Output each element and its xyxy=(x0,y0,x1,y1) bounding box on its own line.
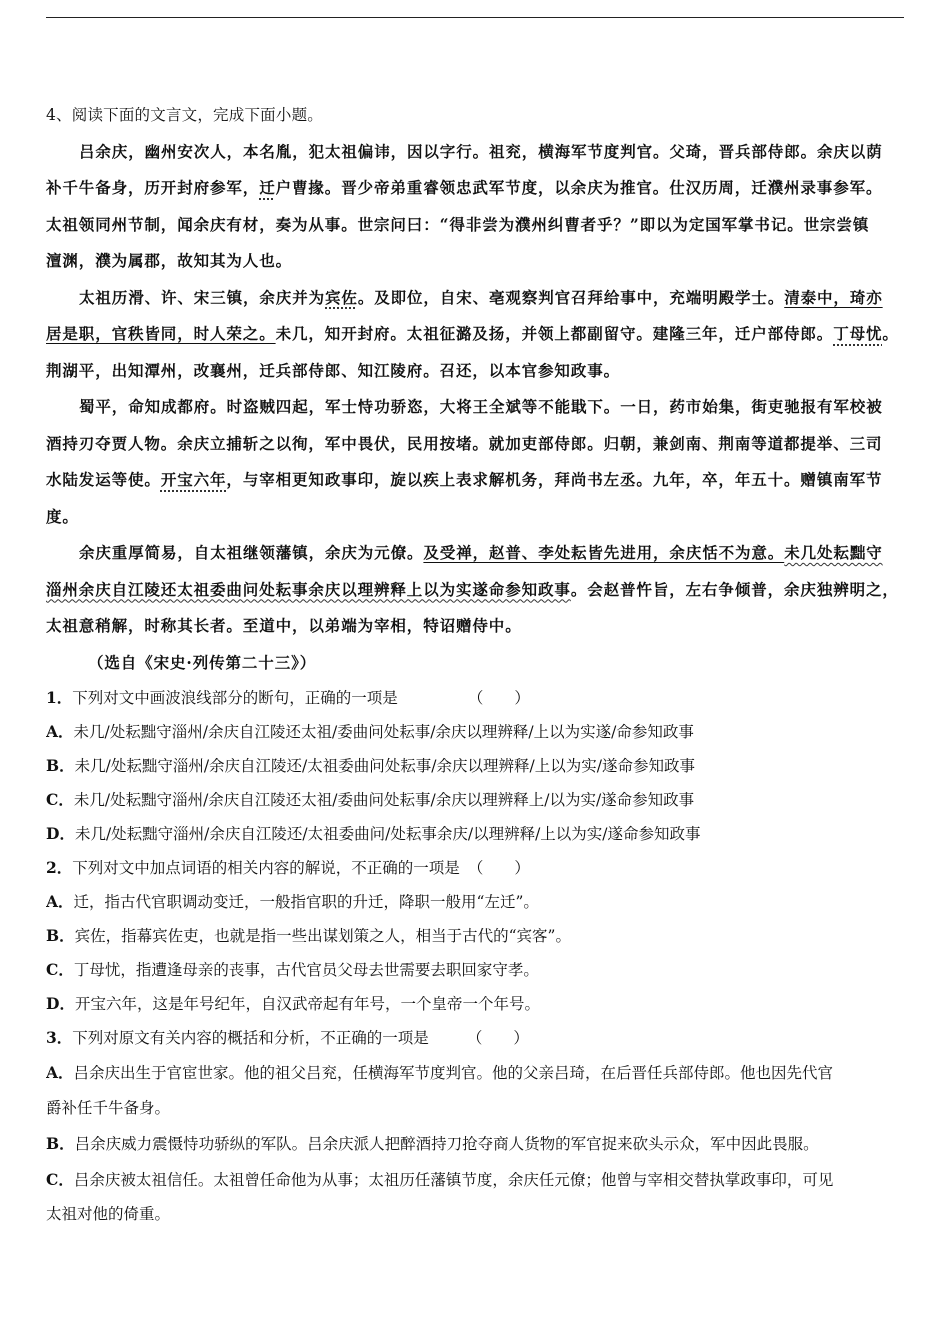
text-span: 。 xyxy=(882,324,899,343)
option-label: B． xyxy=(46,1134,75,1153)
wavy-underlined-text: 淄州余庆自江陵还太祖委曲问处耘事余庆以理辨释上以为实遂命参知政事 xyxy=(46,579,571,599)
question-2 xyxy=(46,851,906,1021)
question-text: 下列对原文有关内容的概括和分析，不正确的一项是 xyxy=(72,1029,429,1047)
text-span: 户曹掾。晋少帝弟重睿领忠武军节度，以余庆为推官。仕汉历周，迁濮州录事参军。 xyxy=(275,178,883,197)
question-stem xyxy=(46,681,906,715)
underlined-sentence: 清泰中，琦亦 xyxy=(784,287,883,307)
passage-line xyxy=(46,280,906,317)
document-body xyxy=(46,98,906,1233)
question-number: 2． xyxy=(46,858,73,877)
passage-source: （选自《宋史·列传第二十三》） xyxy=(88,652,317,672)
text-span: 未几，知开封府。太祖征潞及扬，并领上都副留守。建隆三年，迁户部侍郎。 xyxy=(275,324,834,343)
option-a xyxy=(46,715,906,749)
passage-line xyxy=(46,170,906,207)
option-text: 吕余庆出生于官宦世家。他的祖父吕兖，任横海军节度判官。他的父亲吕琦，在后晋任兵部侍郎。他也因先代官 xyxy=(73,1064,834,1082)
passage-line xyxy=(46,535,906,572)
dotted-term-dingmuyou: 丁母忧 xyxy=(833,324,883,343)
dotted-term-qian: 迁 xyxy=(259,178,276,197)
passage-line: 荆湖平，出知潭州，改襄州，迁兵部侍郎、知江陵府。召还，以本官参知政事。 xyxy=(46,360,621,380)
option-c xyxy=(46,1162,906,1198)
option-d xyxy=(46,987,906,1021)
question-1 xyxy=(46,681,906,851)
option-d xyxy=(46,817,906,851)
answer-blank: （ ） xyxy=(467,689,530,707)
text-span: 。及即位，自宋、亳观察判官召拜给事中，充端明殿学士。 xyxy=(357,287,785,307)
text-span: ，与宰相更知政事印，旋以疾上表求解机务，拜尚书左丞。九年，卒，年五十。赠镇南军节 xyxy=(226,470,883,489)
option-label: A． xyxy=(46,1063,74,1082)
passage-line: 度。 xyxy=(46,506,79,526)
option-text: 吕余庆被太祖信任。太祖曾任命他为从事；太祖历任藩镇节度，余庆任元僚；他曾与宰相交替执掌政事印，可见 xyxy=(73,1170,834,1189)
option-label: A． xyxy=(46,722,74,741)
question-stem xyxy=(46,851,906,885)
answer-blank: （ ） xyxy=(467,859,530,877)
option-label: D． xyxy=(46,994,75,1013)
dotted-term-binzuo: 宾佐 xyxy=(325,287,358,307)
text-span: 水陆发运等使。 xyxy=(46,470,161,489)
text-span: 补千牛备身，历开封府参军， xyxy=(46,178,260,197)
option-label: D． xyxy=(46,824,75,843)
text-span: 太祖历滑、许、宋三镇，余庆并为 xyxy=(79,287,326,307)
text-span: 。会赵普忤旨，左右争倾普，余庆独辨明之， xyxy=(570,579,899,599)
wavy-underlined-text: 未几处耘黜守 xyxy=(784,543,883,562)
option-text: 吕余庆威力震慑恃功骄纵的军队。吕余庆派人把醉酒持刀抢夺商人货物的军官捉来砍头示众，军中因此畏服。 xyxy=(74,1135,819,1153)
question-text: 下列对文中加点词语的相关内容的解说，不正确的一项是 xyxy=(72,859,460,877)
passage-line: 蜀平，命知成都府。时盗贼四起，军士恃功骄恣，大将王全斌等不能戢下。一日，药市始集，街吏驰报有军校被 xyxy=(79,397,883,416)
option-label: C． xyxy=(46,1169,74,1189)
option-text: 宾佐，指幕宾佐吏，也就是指一些出谋划策之人，相当于古代的“宾客”。 xyxy=(74,927,571,945)
question-number: 1． xyxy=(46,688,73,707)
option-a-continued: 爵补任千牛备身。 xyxy=(46,1098,171,1117)
option-label: C． xyxy=(46,790,74,809)
question-3 xyxy=(46,1021,906,1233)
option-text: 未几/处耘黜守淄州/余庆自江陵还/太祖委曲问处耘事/余庆以理辨释/上以为实/遂命参知政事 xyxy=(74,757,695,775)
option-a xyxy=(46,1055,906,1091)
option-text: 未几/处耘黜守淄州/余庆自江陵还太祖/委曲问处耘事/余庆以理辨释/上以为实遂/命参知政事 xyxy=(73,723,694,741)
option-b xyxy=(46,919,906,953)
option-text: 未几/处耘黜守淄州/余庆自江陵还/太祖委曲问/处耘事余庆/以理辨释/上以为实/遂命参知政事 xyxy=(74,825,701,843)
underlined-sentence: 及受禅，赵普、李处耘皆先进用，余庆恬不为意。 xyxy=(423,543,785,562)
dotted-term-kaibao: 开宝六年 xyxy=(160,470,227,489)
text-span: 余庆重厚简易，自太祖继领藩镇，余庆为元僚。 xyxy=(79,543,424,562)
option-text: 未几/处耘黜守淄州/余庆自江陵还太祖/委曲问处耘事/余庆以理辨释上/以为实/遂命参知政事 xyxy=(73,791,695,809)
option-label: C． xyxy=(46,960,74,979)
option-b xyxy=(46,1126,906,1162)
answer-blank: （ ） xyxy=(466,1029,529,1047)
option-c-continued: 太祖对他的倚重。 xyxy=(46,1205,171,1223)
option-label: B． xyxy=(46,756,75,775)
passage-line xyxy=(46,572,906,609)
passage-line xyxy=(46,316,906,353)
question-text: 下列对文中画波浪线部分的断句，正确的一项是 xyxy=(72,689,398,707)
passage-line: 酒持刃夺贾人物。余庆立捕斩之以徇，军中畏伏，民用按堵。就加吏部侍郎。归朝，兼剑南、荆南等道都提举、三司 xyxy=(46,433,883,453)
option-b xyxy=(46,749,906,783)
passage-line: 澶渊，濮为属郡，故知其为人也。 xyxy=(46,251,293,270)
section-heading: 4、阅读下面的文言文，完成下面小题。 xyxy=(46,106,323,124)
passage-line: 吕余庆，幽州安次人，本名胤，犯太祖偏讳，因以字行。祖兖，横海军节度判官。父琦，晋兵部侍郎。余庆以荫 xyxy=(79,141,883,161)
classical-passage xyxy=(46,134,906,682)
option-text: 迁，指古代官职调动变迁，一般指官职的升迁，降职一般用“左迁”。 xyxy=(73,893,539,911)
passage-line xyxy=(46,462,906,499)
header-rule xyxy=(46,17,904,18)
option-text: 丁母忧，指遭逢母亲的丧事，古代官员父母去世需要去职回家守孝。 xyxy=(73,961,539,979)
option-text: 开宝六年，这是年号纪年，自汉武帝起有年号，一个皇帝一个年号。 xyxy=(74,995,540,1013)
underlined-sentence: 居是职，官秩皆同，时人荣之。 xyxy=(46,324,276,343)
passage-line: 太祖意稍解，时称其长者。至道中，以弟端为宰相，特诏赠侍中。 xyxy=(46,616,522,635)
option-c xyxy=(46,953,906,987)
option-a xyxy=(46,885,906,919)
option-label: B． xyxy=(46,926,75,945)
passage-line: 太祖领同州节制，闻余庆有材，奏为从事。世宗问曰：“得非尝为濮州纠曹者乎？”即以为定国军掌书记。世宗尝镇 xyxy=(46,214,870,234)
question-number: 3． xyxy=(46,1028,73,1047)
question-stem xyxy=(46,1021,906,1055)
option-label: A． xyxy=(46,892,74,911)
option-c xyxy=(46,783,906,817)
